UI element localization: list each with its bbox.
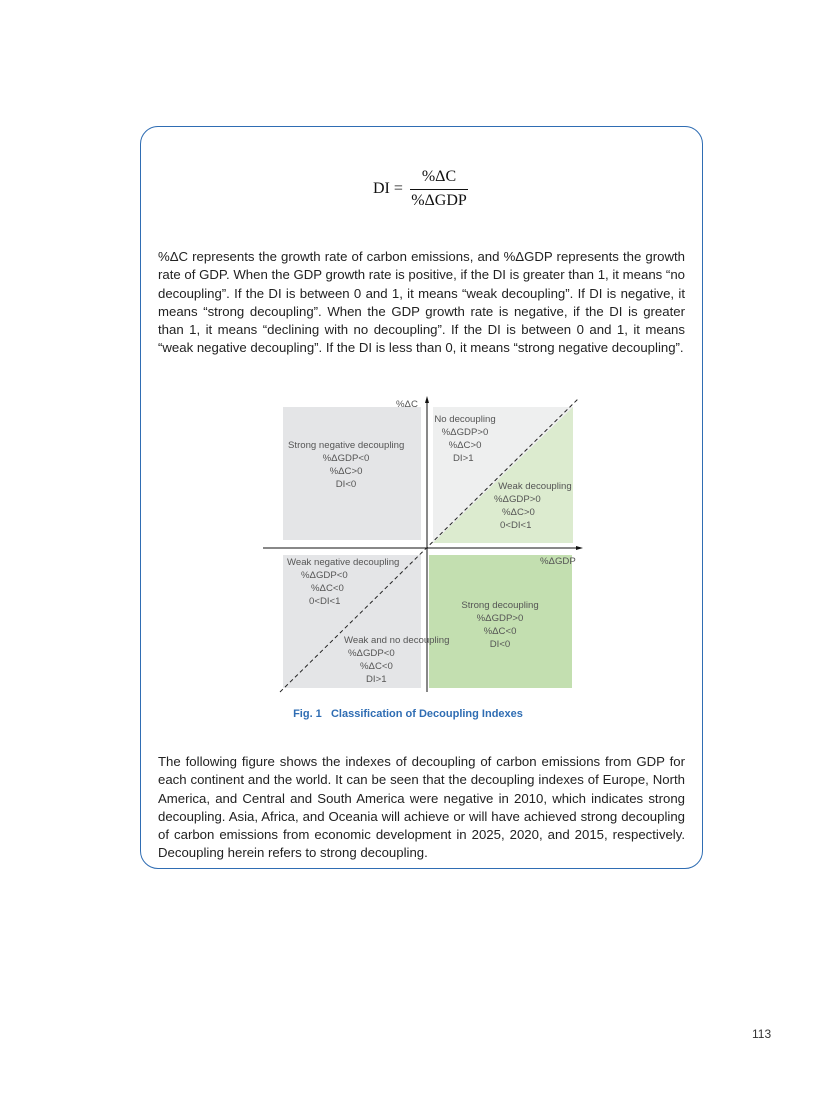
formula-denominator: %ΔGDP <box>411 192 467 209</box>
region-name: Weak negative decoupling <box>287 557 400 568</box>
region-label-weak-decoupling <box>494 480 576 532</box>
region-label-strong-negative <box>288 439 404 491</box>
region-condition: %ΔGDP>0 <box>441 427 489 438</box>
region-condition: %ΔGDP>0 <box>476 613 524 624</box>
region-condition: DI>1 <box>366 674 387 685</box>
formula-numerator: %ΔC <box>421 168 457 185</box>
x-axis-label: %ΔGDP <box>540 556 576 567</box>
region-condition: %ΔGDP<0 <box>301 570 348 581</box>
region-name: Weak and no decoupling <box>344 635 450 646</box>
region-condition: %ΔC<0 <box>483 626 517 637</box>
region-condition: %ΔGDP<0 <box>322 453 370 464</box>
region-label-no-decoupling <box>433 413 497 465</box>
formula-lhs: DI = <box>373 180 403 197</box>
region-condition: %ΔC>0 <box>502 507 535 518</box>
figure-caption: Fig. 1 Classification of Decoupling Indexes <box>293 708 523 720</box>
y-axis-arrow <box>425 396 429 403</box>
definition-paragraph: %ΔC represents the growth rate of carbon emissions, and %ΔGDP represents the growth rate of GDP. When the GDP growth rate is positive, if the DI is greater than 1, it means “no decoupling”. If the DI is between 0 and 1, it means “weak decoupling”. If DI is negative, it means “strong decoupling”. When the GDP growth rate is negative, if the DI is greater than 1, it means “declining with no decoupling”. If the DI is between 0 and 1, it means “weak negative decoupling”. If the DI is less than 0, it means “strong negative decoupling”. <box>158 249 685 356</box>
page-number: 113 <box>752 1027 772 1041</box>
region-condition: DI<0 <box>335 479 357 490</box>
region-condition: %ΔGDP>0 <box>494 494 541 505</box>
summary-paragraph: The following figure shows the indexes of decoupling of carbon emissions from GDP for each continent and the world. It can be seen that the decoupling indexes of Europe, North America, and Central and South America were negative in 2010, which indicates strong decoupling. Asia, Africa, and Oceania will achieve or will have achieved strong decoupling of carbon emissions from economic development in 2025, 2020, and 2015, respectively. Decoupling herein refers to strong decoupling. <box>158 754 685 861</box>
region-condition: %ΔGDP<0 <box>348 648 395 659</box>
x-axis-arrow <box>576 546 583 550</box>
region-name: Strong negative decoupling <box>288 440 405 451</box>
region-condition: %ΔC<0 <box>311 583 344 594</box>
y-axis-label: %ΔC <box>396 399 418 410</box>
region-condition: DI>1 <box>453 453 474 464</box>
region-label-strong-decoupling <box>455 599 545 651</box>
region-condition: %ΔC>0 <box>329 466 363 477</box>
region-name: Weak decoupling <box>498 481 572 492</box>
region-condition: %ΔC>0 <box>448 440 482 451</box>
region-label-weak-negative <box>287 556 399 608</box>
region-name: Strong decoupling <box>461 600 539 611</box>
region-condition: DI<0 <box>489 639 511 650</box>
region-name: No decoupling <box>434 414 496 425</box>
region-condition: %ΔC<0 <box>360 661 393 672</box>
region-condition: 0<DI<1 <box>309 596 341 607</box>
region-label-weak-and-no <box>344 634 449 686</box>
region-condition: 0<DI<1 <box>500 520 532 531</box>
